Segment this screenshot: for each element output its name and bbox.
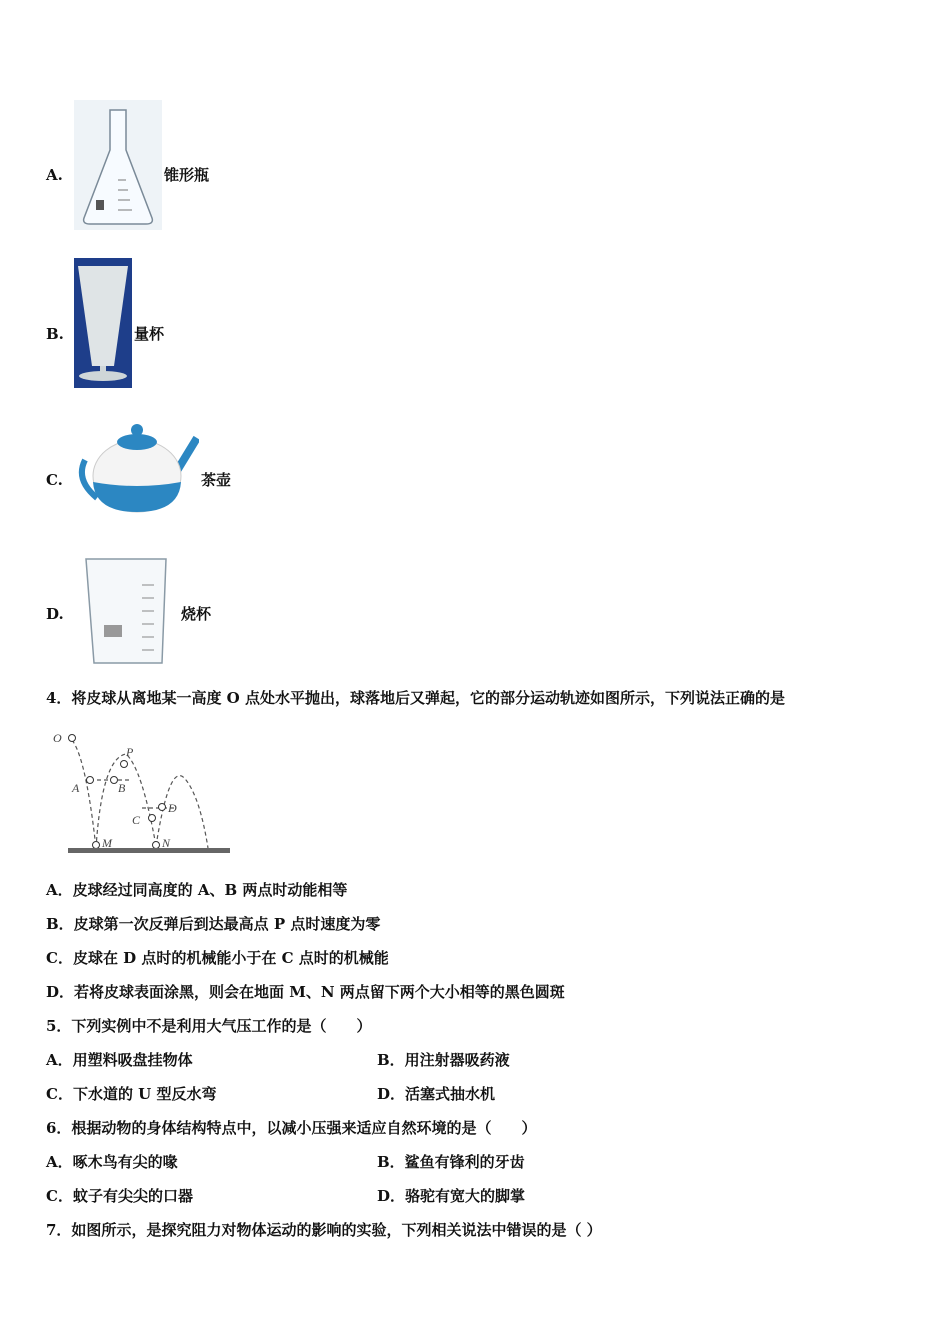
label-b: B xyxy=(118,781,126,795)
q5-option-a: A．用塑料吸盘挂物体 xyxy=(46,1051,193,1069)
label-d: D xyxy=(168,801,177,815)
q5-option-c: C．下水道的 U 型反水弯 xyxy=(46,1085,217,1103)
q6-option-c: C．蚊子有尖尖的口器 xyxy=(46,1187,193,1205)
bouncing-ball-diagram xyxy=(50,728,232,856)
option-label-beaker: 烧杯 xyxy=(181,605,212,623)
option-label-flask: 锥形瓶 xyxy=(164,166,210,184)
q4-option-d: D．若将皮球表面涂黑，则会在地面 M、N 两点留下两个大小相等的黑色圆斑 xyxy=(46,983,565,1001)
label-m: M xyxy=(102,836,112,850)
option-label-cup: 量杯 xyxy=(134,325,165,343)
q4-option-c: C．皮球在 D 点时的机械能小于在 C 点时的机械能 xyxy=(46,949,389,967)
question-4-stem: 4．将皮球从离地某一高度 O 点处水平抛出，球落地后又弹起，它的部分运动轨迹如图所示，下列说法正确的是 xyxy=(46,689,785,707)
q6-option-d: D．骆驼有宽大的脚掌 xyxy=(377,1187,526,1205)
option-letter-b: B. xyxy=(46,325,64,343)
question-5-stem: 5．下列实例中不是利用大气压工作的是（ ） xyxy=(46,1017,372,1035)
erlenmeyer-flask-image xyxy=(74,100,162,230)
q6-option-b: B．鲨鱼有锋利的牙齿 xyxy=(377,1153,525,1171)
option-letter-c: C. xyxy=(46,471,63,489)
teapot-image xyxy=(75,420,199,516)
label-c: C xyxy=(132,813,141,827)
q5-option-b: B．用注射器吸药液 xyxy=(377,1051,510,1069)
label-a: A xyxy=(72,781,80,795)
q5-option-d: D．活塞式抽水机 xyxy=(377,1085,496,1103)
q6-option-a: A．啄木鸟有尖的喙 xyxy=(46,1153,178,1171)
option-letter-a: A. xyxy=(46,166,63,184)
measuring-cup-image xyxy=(74,258,132,388)
label-o: O xyxy=(53,731,62,745)
option-letter-d: D. xyxy=(46,605,64,623)
q4-option-b: B．皮球第一次反弹后到达最高点 P 点时速度为零 xyxy=(46,915,381,933)
option-label-teapot: 茶壶 xyxy=(201,471,232,489)
question-7-stem: 7．如图所示，是探究阻力对物体运动的影响的实验，下列相关说法中错误的是（ ） xyxy=(46,1221,602,1239)
q4-option-a: A．皮球经过同高度的 A、B 两点时动能相等 xyxy=(46,881,348,899)
label-p: P xyxy=(126,745,134,759)
beaker-image xyxy=(82,555,172,668)
label-n: N xyxy=(162,836,171,850)
question-6-stem: 6．根据动物的身体结构特点中，以减小压强来适应自然环境的是（ ） xyxy=(46,1119,537,1137)
